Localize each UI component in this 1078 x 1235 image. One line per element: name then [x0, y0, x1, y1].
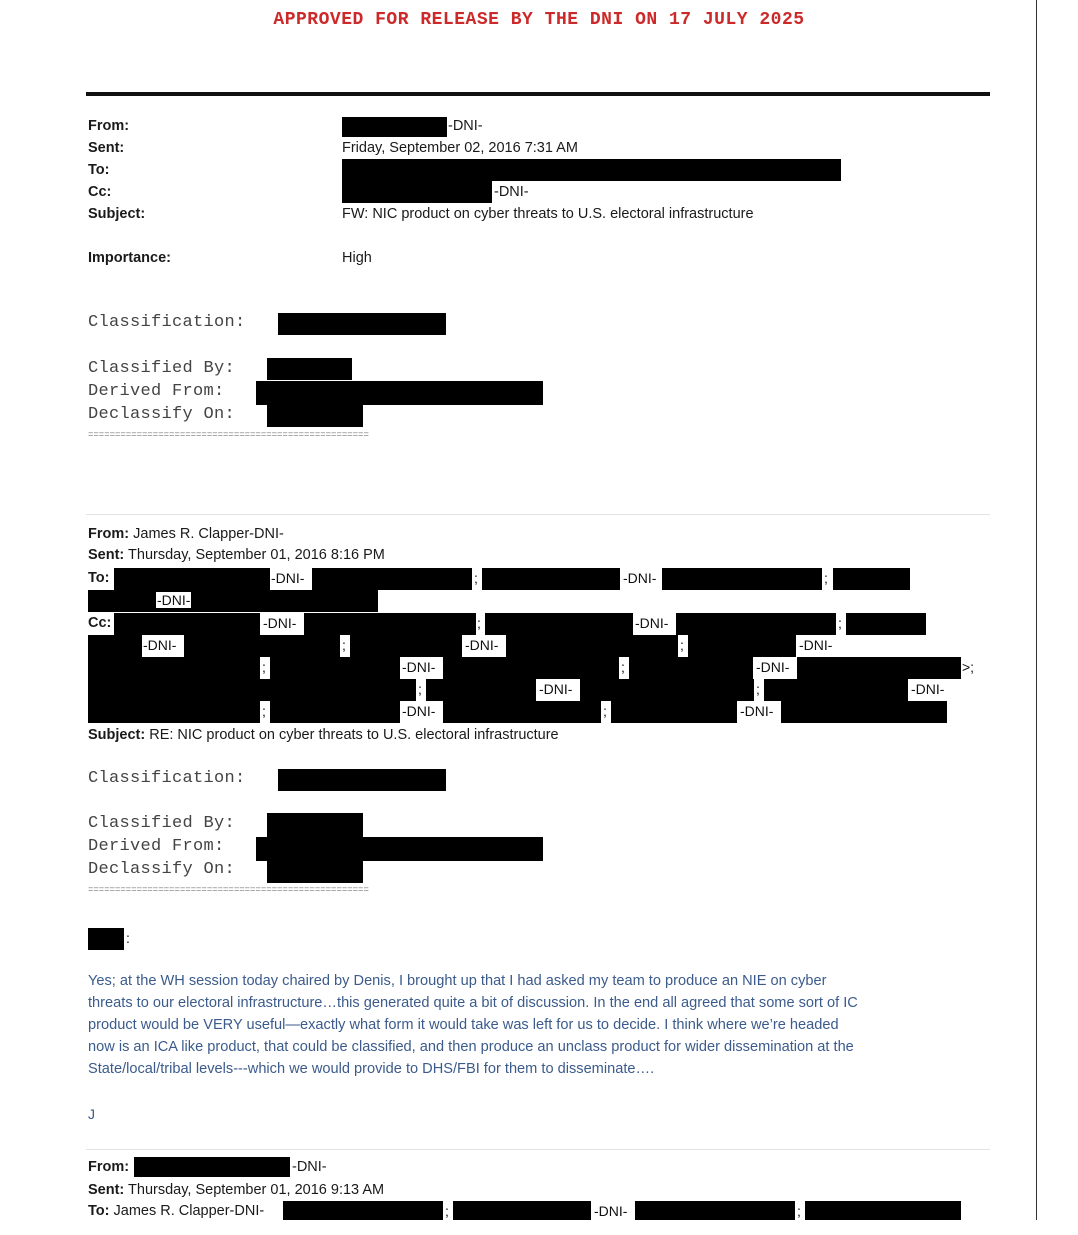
email2-derived-from-label: Derived From: — [88, 837, 225, 856]
semicolon: ; — [262, 659, 266, 675]
redaction — [114, 613, 260, 635]
email1-sent-label: Sent: — [88, 140, 125, 156]
redaction — [270, 657, 400, 679]
body-line: product would be VERY useful—exactly what form it would take was left for us to decide. I think where we’re headed — [88, 1017, 839, 1033]
dni-tag: -DNI- — [756, 659, 790, 675]
email2-classification-label: Classification: — [88, 769, 246, 788]
email2-cc-label: Cc: — [88, 615, 112, 631]
dni-tag: -DNI- — [623, 570, 657, 586]
email2-subject — [88, 727, 559, 743]
salutation-colon: : — [126, 930, 130, 946]
semicolon: ; — [680, 637, 684, 653]
redaction — [833, 568, 910, 590]
page-bottom-crop — [0, 1220, 1078, 1235]
email1-sent-value: Friday, September 02, 2016 7:31 AM — [342, 140, 578, 156]
semicolon: ; — [477, 615, 481, 631]
release-stamp: APPROVED FOR RELEASE BY THE DNI ON 17 JULY 2025 — [273, 10, 805, 30]
email2-from-value: James R. Clapper-DNI- — [133, 526, 284, 542]
redaction — [134, 1157, 290, 1177]
redaction — [350, 635, 462, 657]
email2-sent-label: Sent: — [88, 547, 125, 563]
email2-from-label: From: — [88, 526, 130, 542]
redaction — [88, 590, 378, 612]
redaction — [267, 358, 352, 380]
dni-tag: -DNI- — [740, 703, 774, 719]
redaction — [443, 701, 601, 723]
email3-to-value: James R. Clapper-DNI- — [113, 1203, 265, 1219]
redaction — [485, 613, 633, 635]
email2-classified-by-label: Classified By: — [88, 814, 236, 833]
email1-derived-from-label: Derived From: — [88, 382, 225, 401]
email1-classified-by-label: Classified By: — [88, 359, 236, 378]
redaction — [88, 679, 416, 701]
redaction — [426, 679, 536, 701]
header-rule — [86, 92, 990, 96]
redaction — [764, 679, 908, 701]
email2-declassify-on-label: Declassify On: — [88, 860, 236, 879]
redaction — [342, 181, 492, 203]
page-edge — [1036, 0, 1037, 1235]
email3-from-label: From: — [88, 1159, 130, 1175]
redaction — [580, 679, 754, 701]
semicolon: ; — [621, 659, 625, 675]
dni-tag: -DNI- — [635, 615, 669, 631]
divider — [86, 514, 990, 515]
body-line: threats to our electoral infrastructure…this generated quite a bit of discussion. In the end all agreed that some sort of IC — [88, 995, 858, 1011]
redaction — [805, 1201, 961, 1220]
email2-to-label: To: — [88, 570, 110, 586]
email1-from-suffix: -DNI- — [448, 118, 483, 134]
semicolon: ; — [342, 637, 346, 653]
redaction — [443, 657, 619, 679]
email1-subject-label: Subject: — [88, 206, 146, 222]
redaction — [184, 635, 340, 657]
redaction — [781, 701, 947, 723]
dni-tag: -DNI- — [402, 703, 436, 719]
redaction — [342, 159, 841, 181]
redaction — [635, 1201, 795, 1220]
email1-separator: ==================================================== — [88, 430, 369, 440]
dni-tag: -DNI- — [157, 592, 191, 608]
email1-importance-label: Importance: — [88, 250, 171, 266]
body-line: State/local/tribal levels---which we would provide to DHS/FBI for them to disseminate…. — [88, 1061, 655, 1077]
redaction — [114, 568, 270, 590]
semicolon: ; — [797, 1203, 801, 1219]
redaction — [304, 613, 476, 635]
email1-declassify-on-label: Declassify On: — [88, 405, 236, 424]
dni-tag: -DNI- — [799, 637, 833, 653]
dni-tag: -DNI- — [402, 659, 436, 675]
redaction — [88, 928, 124, 950]
semicolon: ; — [445, 1203, 449, 1219]
email1-to-label: To: — [88, 162, 110, 178]
redaction — [342, 117, 447, 137]
redaction — [88, 635, 142, 657]
email1-importance-value: High — [342, 250, 372, 266]
divider — [86, 1149, 990, 1150]
email2-sent-value: Thursday, September 01, 2016 8:16 PM — [128, 547, 385, 563]
body-line: now is an ICA like product, that could be classified, and then produce an unclass product for wider dissemination at the — [88, 1039, 854, 1055]
dni-tag: -DNI- — [594, 1203, 628, 1219]
semicolon: ; — [418, 681, 422, 697]
semicolon: ; — [603, 703, 607, 719]
dni-tag: -DNI- — [271, 570, 305, 586]
email2-body — [88, 970, 988, 1080]
redaction — [267, 405, 363, 427]
email1-cc-suffix: -DNI- — [494, 184, 529, 200]
dni-tag: -DNI- — [143, 637, 177, 653]
email1-from-label: From: — [88, 118, 130, 134]
email2-signature: J — [88, 1106, 95, 1122]
body-line: Yes; at the WH session today chaired by Denis, I brought up that I had asked my team to produce an NIE on cyber — [88, 973, 827, 989]
redaction — [662, 568, 822, 590]
email2-subject-value: RE: NIC product on cyber threats to U.S. electoral infrastructure — [149, 727, 559, 743]
semicolon: ; — [262, 703, 266, 719]
redaction — [283, 1201, 443, 1220]
angle-close: >; — [962, 659, 975, 675]
email2-subject-label: Subject: — [88, 727, 146, 743]
email1-subject-value: FW: NIC product on cyber threats to U.S. electoral infrastructure — [342, 206, 754, 222]
redaction — [676, 613, 836, 635]
redaction — [278, 769, 446, 791]
redaction — [256, 837, 543, 861]
redaction — [88, 701, 260, 723]
semicolon: ; — [474, 570, 478, 586]
email3-to — [88, 1203, 264, 1219]
email1-cc-label: Cc: — [88, 184, 112, 200]
email3-to-label: To: — [88, 1203, 110, 1219]
redaction — [270, 701, 400, 723]
redaction — [312, 568, 472, 590]
email3-sent-value: Thursday, September 01, 2016 9:13 AM — [128, 1182, 385, 1198]
dni-tag: -DNI- — [911, 681, 945, 697]
email2-separator: ==================================================== — [88, 885, 369, 895]
dni-tag: -DNI- — [465, 637, 499, 653]
redaction — [453, 1201, 591, 1220]
email3-from-suffix: -DNI- — [292, 1159, 327, 1175]
semicolon: ; — [824, 570, 828, 586]
redaction — [278, 313, 446, 335]
email2-from — [88, 526, 284, 542]
email2-sent — [88, 547, 385, 563]
semicolon: ; — [838, 615, 842, 631]
dni-tag: -DNI- — [263, 615, 297, 631]
email3-sent — [88, 1182, 384, 1198]
email3-sent-label: Sent: — [88, 1182, 125, 1198]
redaction — [88, 657, 260, 679]
email1-classification-label: Classification: — [88, 313, 246, 332]
redaction — [629, 657, 753, 679]
semicolon: ; — [756, 681, 760, 697]
redaction — [797, 657, 961, 679]
dni-tag: -DNI- — [539, 681, 573, 697]
redaction — [482, 568, 620, 590]
redaction — [506, 635, 678, 657]
redaction — [846, 613, 926, 635]
redaction — [688, 635, 796, 657]
redaction — [256, 381, 543, 405]
redaction — [611, 701, 737, 723]
